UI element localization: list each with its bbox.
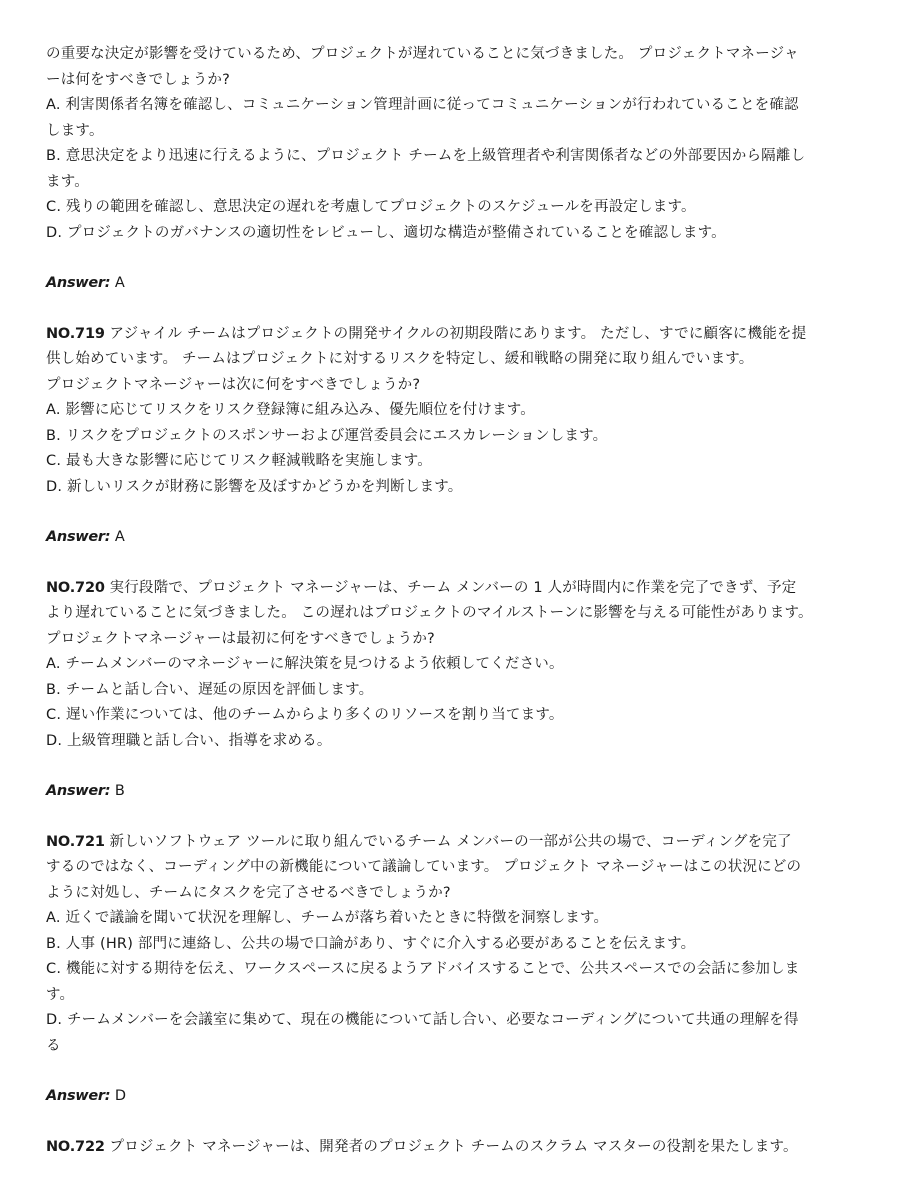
question-text: より遅れていることに気づきました。 この遅れはプロジェクトのマイルストーンに影響を与える可能性があります。 xyxy=(46,605,813,621)
question-text: NO.719 アジャイル チームはプロジェクトの開発サイクルの初期段階にあります。 ただし、すでに顧客に機能を提 xyxy=(46,325,807,342)
answer-value: A xyxy=(110,275,125,291)
question-number: NO.722 xyxy=(46,1138,105,1155)
option-c: C. 残りの範囲を確認し、意思決定の遅れを考慮してプロジェクトのスケジュールを再設定します。 xyxy=(46,199,696,215)
question-text: 供し始めています。 チームはプロジェクトに対するリスクを特定し、緩和戦略の開発に取り組んでいます。 xyxy=(46,351,754,367)
question-718 xyxy=(46,42,858,246)
option-a: A. 利害関係者名簿を確認し、コミュニケーション管理計画に従ってコミュニケーションが行われていることを確認 xyxy=(46,97,799,113)
option-b: B. リスクをプロジェクトのスポンサーおよび運営委員会にエスカレーションします。 xyxy=(46,427,608,444)
answer-719 xyxy=(46,525,858,551)
option-b: B. 意思決定をより迅速に行えるように、プロジェクト チームを上級管理者や利害関係者などの外部要因から隔離し xyxy=(46,148,806,164)
option-c: C. 最も大きな影響に応じてリスク軽減戦略を実施します。 xyxy=(46,453,432,469)
question-722 xyxy=(46,1135,858,1161)
answer-value: B xyxy=(110,783,125,799)
option-b: B. チームと話し合い、遅延の原因を評価します。 xyxy=(46,681,374,698)
question-text: の重要な決定が影響を受けているため、プロジェクトが遅れていることに気づきました。 プロジェクトマネージャ xyxy=(46,46,799,62)
option-c: C. 遅い作業については、他のチームからより多くのリソースを割り当てます。 xyxy=(46,707,564,723)
option-d: D. 新しいリスクが財務に影響を及ぼすかどうかを判断します。 xyxy=(46,478,463,495)
question-text: するのではなく、コーディング中の新機能について議論しています。 プロジェクト マネージャーはこの状況にどの xyxy=(46,859,802,875)
option-a: A. チームメンバーのマネージャーに解決策を見つけるよう依頼してください。 xyxy=(46,656,564,672)
question-719 xyxy=(46,322,858,501)
question-721 xyxy=(46,830,858,1060)
option-b: ます。 xyxy=(46,173,89,190)
option-b: B. 人事 (HR) 部門に連絡し、公共の場で口論があり、すぐに介入する必要があることを伝えます。 xyxy=(46,935,696,952)
question-text: ように対処し、チームにタスクを完了させるべきでしょうか? xyxy=(46,884,451,901)
answer-value: A xyxy=(110,529,125,545)
question-text: ーは何をすべきでしょうか? xyxy=(46,71,231,88)
document-page xyxy=(46,42,858,1160)
question-text: NO.721 新しいソフトウェア ツールに取り組んでいるチーム メンバーの一部が公共の場で、コーディングを完了 xyxy=(46,833,792,850)
answer-label: Answer: xyxy=(46,529,111,545)
answer-718 xyxy=(46,271,858,297)
question-text: NO.720 実行段階で、プロジェクト マネージャーは、チーム メンバーの 1 人が時間内に作業を完了できず、予定 xyxy=(46,579,797,596)
answer-label: Answer: xyxy=(46,275,111,291)
answer-720 xyxy=(46,779,858,805)
question-text: プロジェクトマネージャーは次に何をすべきでしょうか? xyxy=(46,376,421,393)
option-d: D. チームメンバーを会議室に集めて、現在の機能について話し合い、必要なコーディングについて共通の理解を得 xyxy=(46,1012,799,1028)
answer-label: Answer: xyxy=(46,783,111,799)
answer-label: Answer: xyxy=(46,1088,111,1104)
option-a: します。 xyxy=(46,122,104,139)
question-720 xyxy=(46,576,858,755)
option-a: A. 影響に応じてリスクをリスク登録簿に組み込み、優先順位を付けます。 xyxy=(46,402,536,418)
option-c: C. 機能に対する期待を伝え、ワークスペースに戻るようアドバイスすることで、公共スペースでの会話に参加しま xyxy=(46,961,800,977)
option-d: る xyxy=(46,1037,61,1054)
question-number: NO.721 xyxy=(46,833,105,850)
question-text: プロジェクトマネージャーは最初に何をすべきでしょうか? xyxy=(46,630,435,647)
option-a: A. 近くで議論を聞いて状況を理解し、チームが落ち着いたときに特徴を洞察します。 xyxy=(46,910,609,926)
question-text: NO.722 プロジェクト マネージャーは、開発者のプロジェクト チームのスクラム マスターの役割を果たします。 xyxy=(46,1138,798,1155)
question-number: NO.719 xyxy=(46,325,105,342)
answer-value: D xyxy=(110,1088,127,1104)
option-d: D. 上級管理職と話し合い、指導を求める。 xyxy=(46,732,332,749)
option-d: D. プロジェクトのガバナンスの適切性をレビューし、適切な構造が整備されていることを確認します。 xyxy=(46,224,726,241)
question-number: NO.720 xyxy=(46,579,105,596)
answer-721 xyxy=(46,1084,858,1110)
option-c: す。 xyxy=(46,986,75,1003)
